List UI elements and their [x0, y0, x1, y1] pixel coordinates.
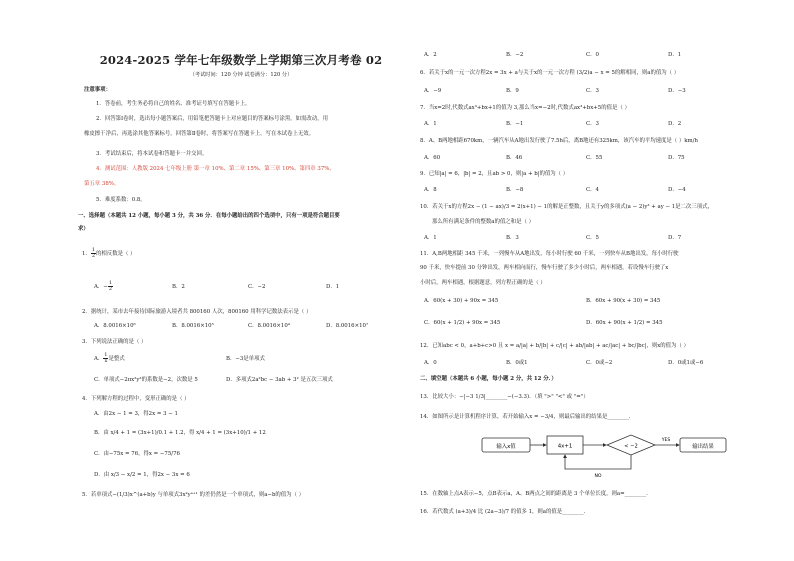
q11-line3: 小时后，两车相遇，根据题意，列方程正确的是（ ） [420, 280, 546, 286]
q14-stem: 14．如图所示是计算机程序计算，若开始输入x = −3/4，则最后输出的结果是________． [420, 414, 635, 420]
q11-line1: 11．A,B两地相距 345 千米，一列慢车从A地出发，每小时行驶 60 千米，一列快车从B地出发，每小时行驶 [420, 251, 679, 257]
q9-option-a: A．8 [424, 187, 437, 193]
q12-option-b: B．0或1 [506, 360, 528, 366]
q8-option-b: B．46 [506, 155, 523, 161]
section1-heading: 一、选择题（本题共 12 小题，每小题 3 分，共 36 分．在每小题给出的四个选项中，只有一项是符合题目要 [78, 213, 340, 219]
q8-option-a: A．60 [424, 155, 441, 161]
note-4-cont: 第五章 38%。 [84, 181, 120, 187]
q3-option-d: D．多项式2a²bc − 3ab + 3² 是五次三项式 [226, 377, 333, 383]
q10-option-b: B．3 [506, 235, 519, 241]
note-2-cont: 橡皮擦干净后，再选涂其他答案标号。回答第Ⅱ卷时，将答案写在答题卡上。写在本试卷上无效。 [84, 131, 315, 137]
q3-option-a: A． $\frac{1}{x}$ 是整式 [94, 352, 125, 364]
condition-label: < −2 [624, 443, 638, 450]
q16-stem: 16．若代数式 (a+3)/4 比 (2a−3)/7 的值多 1，则a的值是________． [420, 509, 590, 515]
q7-option-d: D．2 [668, 121, 682, 127]
q2-option-d: D．8.0016×10⁷ [326, 323, 369, 329]
q7-option-a: A．1 [424, 121, 437, 127]
q6-option-c: C．3 [586, 88, 599, 94]
note-4: 4．测试范围：人教版 2024 七年级上册 第一章 10%、第二章 15%、第三章 10%、第四章 37%、 [96, 166, 335, 172]
q5-option-a: A．2 [424, 52, 437, 58]
q15-stem: 15．在数轴上点A表示−5，点B表示a，A、B两点之间的距离是 3 个单位长度，则a=________． [420, 491, 652, 497]
q4-option-b: B．由 x/4 + 1 = (3x+1)/0.1 + 1.2，得 x/4 + 1 = (3x+10)/1 + 12 [94, 430, 266, 436]
q6-stem: 6．若关于x的一元一次方程2x = 3x + a与关于x的一元一次方程 (3/2)a − x = 5的解相同，则a的值为（ ） [420, 70, 680, 76]
operation-label: 4x+1 [557, 443, 573, 450]
input-label: 输入x值 [496, 444, 516, 450]
right-column [420, 0, 750, 561]
q4-option-c: C．由−75x = 76，得x = −75/76 [94, 451, 180, 457]
q11-option-c: C．60(x + 1/2) + 90x = 345 [424, 320, 501, 326]
q11-option-a: A．60(x + 30) + 90x = 345 [424, 298, 499, 304]
q7-stem: 7．当x=2时,代数式ax³+bx+1的值为 3,那么当x=−2时,代数式ax³+bx+5的值是（ ） [420, 105, 630, 111]
yes-label: YES [661, 438, 671, 443]
q4-stem: 4．下列解方程的过程中，变形正确的是（ ） [82, 396, 190, 402]
q7-option-c: C．3 [586, 121, 599, 127]
q3-option-c: C．单项式−2πx²y³的系数是−2，次数是 5 [94, 377, 198, 383]
q1-option-b: B．2 [172, 284, 185, 290]
q9-stem: 9．已知|a| = 6，|b| = 2，且ab > 0，则|a + b|的值为（ ） [420, 171, 569, 177]
no-label: NO [594, 474, 602, 479]
q10-option-c: C．5 [586, 235, 599, 241]
q13-stem: 13．比较大小：−|−3 1/3|________−(−3.3)．（填 ">" "<" 或 "="） [420, 394, 589, 400]
q6-option-a: A．−9 [424, 88, 442, 94]
q11-option-d: D．60x + 90(x + 1/2) = 345 [586, 320, 663, 326]
section1-heading-cont: 求） [78, 226, 89, 232]
left-column [78, 0, 404, 561]
page-subtitle: （考试时间：120 分钟 试卷满分：120 分） [189, 72, 293, 78]
q5-stem: 5．若单项式−(1/3)x^(a+b)y 与单项式3x²yᵃ⁺¹ 的差仍然是一个单项式，则a−b的值为（ ） [82, 492, 305, 498]
output-label: 输出结果 [692, 444, 714, 450]
q9-option-b: B．−8 [506, 187, 524, 193]
note-1: 1．答卷前，考生务必将自己的姓名、准考证号填写在答题卡上。 [96, 101, 251, 107]
q3-stem: 3．下列说法正确的是（ ） [82, 339, 147, 345]
note-3: 3．考试结束后，将本试卷和答题卡一并交回。 [96, 151, 208, 157]
q12-option-c: C．0或−2 [586, 360, 613, 366]
q8-option-d: D．75 [668, 155, 685, 161]
q9-option-c: C．4 [586, 187, 599, 193]
note-5: 5．难度系数：0.8。 [96, 197, 146, 203]
q12-option-a: A．0 [424, 360, 437, 366]
q1-option-a: A．− $\frac{1}{2}$ [94, 280, 112, 292]
q10-stem-cont: 那么所有满足条件的整数a的值之和是（ ） [432, 219, 534, 225]
q8-option-c: C．55 [586, 155, 603, 161]
flow-arrow-no [565, 455, 631, 469]
q1-option-d: D．1 [326, 284, 340, 290]
q10-stem: 10．若关于x的方程2x − (1 − ax)/3 = 2(x+1) − 1的解是正整数，且关于y的多项式(a − 2)y³ + ay − 1是二次三项式， [420, 204, 713, 210]
q7-option-b: B．−1 [506, 121, 524, 127]
q6-option-d: D．−3 [668, 88, 686, 94]
q8-stem: 8．A、B两地相距670km，一辆汽车从A地出发行驶了7.5h后，离B地还有325km，该汽车的平均速度是（ ）km/h [420, 138, 698, 144]
q2-stem: 2．据统计，某市去年接待国际旅游入境者共 800160 人次，800160 用科学记数法表示是（ ） [82, 309, 312, 315]
q10-option-d: D．7 [668, 235, 682, 241]
q2-option-a: A．8.0016×10⁶ [94, 323, 136, 329]
note-2: 2．回答第Ⅰ卷时，选出每小题答案后，用铅笔把答题卡上对应题目的答案标号涂黑。如需改动，用 [96, 116, 328, 122]
q12-stem: 12．已知abc < 0，a+b+c>0 且 x = a/|a| + b/|b| + c/|c| + ab/|ab| + ac/|ac| + bc/|bc|，则x的值为（ ） [420, 343, 689, 349]
q5-option-b: B．−2 [506, 52, 524, 58]
q3-option-b: B．−3是单项式 [226, 356, 265, 362]
page-title: 2024-2025 学年七年级数学上学期第三次月考卷 02 [99, 53, 383, 67]
q6-option-b: B．9 [506, 88, 519, 94]
q10-option-a: A．1 [424, 235, 437, 241]
q2-option-b: B．8.0016×10⁵ [172, 323, 214, 329]
section2-heading: 二、填空题（本题共 6 小题，每小题 2 分，共 12 分．） [420, 376, 557, 382]
q11-option-b: B．60x + 90(x + 30) = 345 [586, 298, 661, 304]
q4-option-a: A．由2x − 1 = 3，得2x = 3 − 1 [94, 411, 178, 417]
q2-option-c: C．8.0016×10⁴ [248, 323, 290, 329]
notes-heading: 注意事项： [84, 87, 111, 93]
q1-option-c: C．−2 [248, 284, 266, 290]
q12-option-d: D．0或1或−6 [668, 360, 704, 366]
q11-line2: 90 千米，快车提前 30 分钟出发，两车相向而行，慢车行驶了多少小时后，两车相遇，若设慢车行驶了x [420, 265, 669, 271]
q5-option-c: C．0 [586, 52, 599, 58]
q1-stem: 1． $\frac{1}{2}$ 的相反数是（ ） [82, 247, 136, 259]
q4-option-d: D．由 x/3 − x/2 = 1，得2x − 3x = 6 [94, 472, 190, 478]
program-flowchart [480, 431, 730, 483]
q5-option-d: D．1 [668, 52, 682, 58]
q9-option-d: D．−4 [668, 187, 686, 193]
